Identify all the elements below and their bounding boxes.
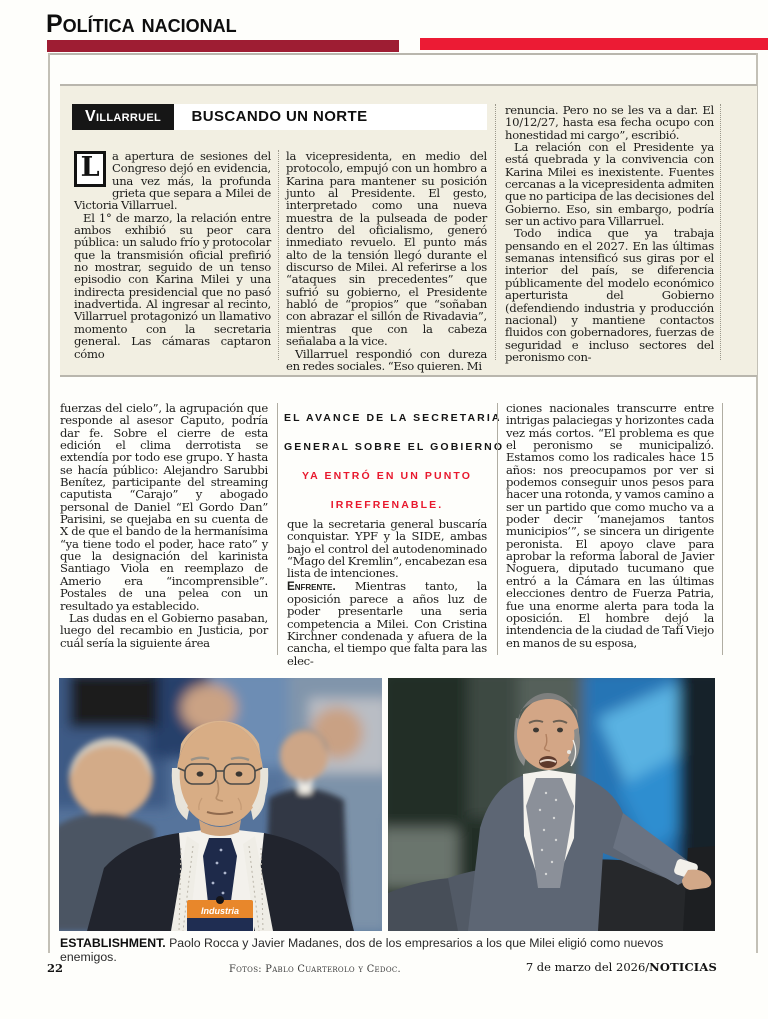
badge-label: Industria — [200, 906, 240, 916]
dropcap: L — [74, 151, 106, 187]
page-frame-top — [48, 53, 758, 55]
feature-paragraph: la vicepresidenta, en medio del protocolo, empujó con un hombro a Karina para mantener su posición junto al Presidente. El gesto, interpretado como una nueva muestra de la pulseada de poder dentro del oficialismo, generó inmediato revuelo. El punto más alto de la tensión llegó durante el discurso de Milei. Al referirse a los “ataques sin precedentes” que sufrió su gobierno, el Presidente habló de “propios” que “soñaban con abrazar el sillón de Rivadavia”, mientras que con la cabeza señalaba a la vice. — [286, 149, 487, 349]
page-frame-left — [48, 53, 50, 953]
article-paragraph: Las dudas en el Gobierno pasaban, luego del recambio en Justicia, por cuál sería la siguiente área — [60, 610, 268, 650]
article-paragraph: que la secretaria general buscaría conquistar. YPF y la SIDE, ambas bajo el control del autodenominado “Mago del Kremlin”, encabezan esa lista de intenciones. — [287, 517, 487, 581]
footer-date: 7 de marzo del 2026/ — [525, 960, 650, 974]
article-text: Mientras tanto, la oposición parece a años luz de poder presentarle una seria competencia a Milei. Con Cristina Kirchner condenada y afuera de la cancha, el tiempo que falta para las elec- — [287, 578, 487, 668]
feature-text: a apertura de sesiones del Congreso dejó en evidencia, una vez más, la profunda grieta que separa a Milei de Victoria Villarruel. — [74, 149, 271, 213]
pull-quote-line: EL AVANCE DE LA SECRETARIA — [284, 412, 502, 424]
feature-title: BUSCANDO UN NORTE — [72, 104, 487, 130]
column-divider-solid — [497, 403, 498, 655]
section-rule-dark — [47, 40, 399, 52]
caption-lead: ESTABLISHMENT. — [60, 936, 166, 950]
brand-name: NOTICIAS — [649, 960, 717, 974]
article-col-1 — [60, 402, 268, 649]
feature-paragraph: Todo indica que ya trabaja pensando en el 2027. En las últimas semanas intensificó sus giras por el interior del país, se diferencia públicamente del modelo económico aperturista del Gobierno (defendiendo industria y producción nacional) y mantiene contactos fluidos con gobernadores, fuerzas de seguridad e incluso sectores del peronismo con- — [505, 226, 714, 364]
feature-col-3 — [505, 104, 714, 363]
feature-paragraph: El 1° de marzo, la relación entre ambos exhibió su peor cara pública: un saludo frío y protocolar que la transmisión oficial prefirió no mostrar, seguido de un tenso episodio con Karina Milei y una indirecta presidencial que no pasó inadvertida. Al ingresar al recinto, Villarruel protagonizó un llamativo momento con la secretaria general. Las cámaras captaron cómo — [74, 210, 271, 361]
footer-dateline — [480, 960, 717, 974]
article-col-2 — [287, 518, 487, 667]
feature-col-1 — [74, 150, 271, 360]
column-divider-dotted — [495, 104, 496, 360]
page-number: 22 — [47, 961, 64, 975]
feature-paragraph — [74, 150, 271, 212]
column-divider-dotted — [278, 150, 279, 360]
kicker-tag: Villarruel — [72, 104, 174, 130]
pull-quote-line: GENERAL SOBRE EL GOBIERNO — [284, 441, 505, 453]
column-divider-solid — [722, 403, 723, 655]
photo-paolo-rocca — [59, 678, 382, 931]
feature-paragraph: renuncia. Pero no se les va a dar. El 10/12/27, hasta esa fecha ocupo con honestidad mi cargo”, escribió. — [505, 103, 714, 142]
pull-quote — [284, 404, 505, 520]
section-rule-red — [420, 38, 768, 50]
section-lead-in: Enfrente. — [287, 579, 336, 593]
pull-quote-line-red: YA ENTRÓ EN UN PUNTO — [302, 470, 472, 482]
section-header: Política nacional — [46, 10, 237, 38]
column-divider-solid — [277, 403, 278, 655]
feature-col-2 — [286, 150, 487, 372]
photo-credit: Fotos: Pablo Cuarterolo y Cedoc. — [229, 964, 401, 975]
pull-quote-line-red: IRREFRENABLE. — [330, 499, 444, 511]
article-paragraph: fuerzas del cielo”, la agrupación que responde al asesor Caputo, podría dar fe. Sobre el cierre de esta edición el clima derrotista se extendía por todo ese grupo. Y hasta se hacía público: Alejandro Sarubbi Benítez, participante del streaming caputista “Carajo” y abogado personal de Daniel “El Gordo Dan” Parisini, se quejaba en su cuenta de X de que el bando de la hermanísima “ya tiene todo el poder, hace rato” y que la designación del karinista Santiago Viola en reemplazo de Amerio era “incomprensible”. Postales de una pelea con un resultado ya establecido. — [60, 401, 268, 613]
photo-javier-madanes — [388, 678, 715, 931]
feature-paragraph: Villarruel respondió con dureza en redes sociales. “Eso quieren. Mi — [286, 346, 487, 373]
article-col-3 — [506, 402, 714, 649]
article-paragraph — [287, 580, 487, 667]
column-divider-dotted — [720, 104, 721, 360]
caption-text: Paolo Rocca y Javier Madanes, dos de los empresarios a los que Milei eligió como nuevos enemigos. — [60, 936, 664, 964]
feature-paragraph: La relación con el Presidente ya está quebrada y la convivencia con Karina Milei es inexistente. Fuentes cercanas a la vicepresidenta admiten que no participa de las decisiones del Gobierno. Eso, sin embargo, podría ser un activo para Villarruel. — [505, 140, 714, 229]
article-paragraph: ciones nacionales transcurre entre intrigas palaciegas y horizontes cada vez más cortos. “El problema es que el peronismo se municipalizó. Estamos como los radicales hace 15 años: nos preocupamos por ver si podemos conseguir unos pesos para hacer una rotonda, y vamos camino a ser un partido que como mucho va a poder decir ‘manejamos tantos municipios’”, se sincera un dirigente peronista. El apoyo clave para aprobar la reforma laboral de Javier Noguera, diputado tucumano que entró a la Cámara en las últimas elecciones dentro de Fuerza Patria, fue una enorme alerta para toda la oposición. El hombre dejó la intendencia de la ciudad de Tafí Viejo en manos de su esposa, — [506, 401, 714, 650]
